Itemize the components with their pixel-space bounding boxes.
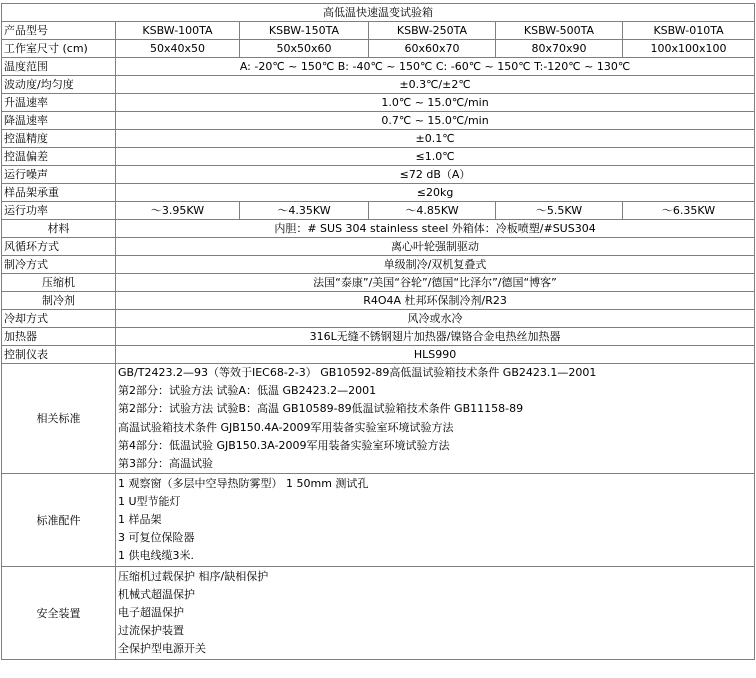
spec-value: ±0.1℃ [116, 130, 755, 148]
spec-label: 加热器 [2, 328, 116, 346]
power-cell: ～4.85KW [369, 202, 496, 220]
spec-row-cooling-rate [2, 112, 755, 130]
spec-label: 控制仪表 [2, 346, 116, 364]
safety-line: 过流保护装置 [118, 624, 184, 638]
spec-row-noise [2, 166, 755, 184]
spec-row-heater [2, 328, 755, 346]
chamber-size-label: 工作室尺寸 (cm) [2, 40, 116, 58]
spec-row-refrigeration [2, 256, 755, 274]
spec-row-cooling-method [2, 310, 755, 328]
power-cell: ～5.5KW [496, 202, 623, 220]
spec-label: 样品架承重 [2, 184, 116, 202]
spec-value: 内胆：# SUS 304 stainless steel 外箱体：冷板喷塑/#SUS304 [116, 220, 755, 238]
model-cell: KSBW-500TA [496, 22, 623, 40]
spec-table [1, 3, 755, 660]
safety-line: 机械式超温保护 [118, 587, 195, 601]
safety-line: 电子超温保护 [118, 606, 184, 620]
spec-value: A: -20℃ ~ 150℃ B: -40℃ ~ 150℃ C: -60℃ ~ 150℃ T:-120℃ ~ 130℃ [116, 58, 755, 76]
accessories-row [2, 474, 755, 567]
spec-row-control-deviation [2, 148, 755, 166]
spec-label: 压缩机 [2, 274, 116, 292]
standards-list [116, 364, 755, 474]
spec-label: 温度范围 [2, 58, 116, 76]
spec-row-compressor [2, 274, 755, 292]
spec-value: 1.0℃ ~ 15.0℃/min [116, 94, 755, 112]
spec-label: 控温偏差 [2, 148, 116, 166]
spec-row-heating-rate [2, 94, 755, 112]
spec-row-temperature-range [2, 58, 755, 76]
spec-value: ±0.3℃/±2℃ [116, 76, 755, 94]
title-row [2, 4, 755, 22]
accessories-list [116, 474, 755, 567]
spec-row-control-accuracy [2, 130, 755, 148]
spec-value: 法国“泰康”/美国“谷轮”/德国“比泽尔”/德国“博客” [116, 274, 755, 292]
safety-label: 安全装置 [2, 567, 116, 660]
spec-label: 运行噪声 [2, 166, 116, 184]
spec-row-refrigerant [2, 292, 755, 310]
safety-row [2, 567, 755, 660]
spec-row-controller [2, 346, 755, 364]
accessory-line: 1 供电线缆3米. [118, 549, 194, 563]
spec-value: 离心叶轮强制驱动 [116, 238, 755, 256]
spec-row-air-circulation [2, 238, 755, 256]
spec-value: 单级制冷/双机复叠式 [116, 256, 755, 274]
chamber-size-cell: 50x40x50 [116, 40, 240, 58]
spec-value: HLS990 [116, 346, 755, 364]
chamber-size-cell: 50x50x60 [240, 40, 369, 58]
power-cell: ～4.35KW [240, 202, 369, 220]
spec-value: 316L无缝不锈钢翅片加热器/镍铬合金电热丝加热器 [116, 328, 755, 346]
accessory-line: 1 观察窗（多层中空导热防雾型） 1 50mm 测试孔 [118, 476, 369, 490]
accessories-label: 标准配件 [2, 474, 116, 567]
model-row [2, 22, 755, 40]
chamber-size-cell: 60x60x70 [369, 40, 496, 58]
spec-value: ≤72 dB（A） [116, 166, 755, 184]
spec-label: 材料 [2, 220, 116, 238]
standards-label: 相关标准 [2, 364, 116, 474]
power-row [2, 202, 755, 220]
chamber-size-row [2, 40, 755, 58]
standard-line: 第2部分：试验方法 试验B：高温 GB10589-89低温试验箱技术条件 GB11158-89 [118, 402, 524, 416]
standard-line: 第4部分：低温试验 GJB150.3A-2009军用装备实验室环境试验方法 [118, 438, 450, 452]
spec-row-material [2, 220, 755, 238]
power-cell: ～3.95KW [116, 202, 240, 220]
model-cell: KSBW-100TA [116, 22, 240, 40]
standard-line: GB/T2423.2—93（等效于IEC68-2-3） GB10592-89高低温试验箱技术条件 GB2423.1—2001 [118, 366, 597, 379]
accessory-line: 1 样品架 [118, 513, 162, 527]
power-label: 运行功率 [2, 202, 116, 220]
model-cell: KSBW-150TA [240, 22, 369, 40]
spec-label: 控温精度 [2, 130, 116, 148]
spec-label: 冷却方式 [2, 310, 116, 328]
safety-list [116, 567, 755, 660]
standard-line: 第3部分：高温试验 [118, 456, 213, 470]
spec-label: 制冷方式 [2, 256, 116, 274]
spec-label: 制冷剂 [2, 292, 116, 310]
spec-row-rack-load [2, 184, 755, 202]
accessory-line: 3 可复位保险器 [118, 531, 195, 545]
safety-line: 压缩机过载保护 相序/缺相保护 [118, 569, 269, 583]
spec-value: ≤1.0℃ [116, 148, 755, 166]
spec-label: 波动度/均匀度 [2, 76, 116, 94]
power-cell: ～6.35KW [623, 202, 755, 220]
accessory-line: 1 U型节能灯 [118, 494, 181, 508]
chamber-size-cell: 100x100x100 [623, 40, 755, 58]
spec-label: 升温速率 [2, 94, 116, 112]
model-cell: KSBW-250TA [369, 22, 496, 40]
standards-row [2, 364, 755, 474]
model-header-cell: 产品型号 [2, 22, 116, 40]
spec-value: 风冷或水冷 [116, 310, 755, 328]
standard-line: 高温试验箱技术条件 GJB150.4A-2009军用装备实验室环境试验方法 [118, 420, 454, 434]
model-cell: KSBW-010TA [623, 22, 755, 40]
spec-value: R4O4A 杜邦环保制冷剂/R23 [116, 292, 755, 310]
spec-label: 降温速率 [2, 112, 116, 130]
table-title: 高低温快速温变试验箱 [2, 4, 755, 22]
spec-value: 0.7℃ ~ 15.0℃/min [116, 112, 755, 130]
safety-line: 全保护型电源开关 [118, 642, 206, 656]
spec-label: 风循环方式 [2, 238, 116, 256]
spec-value: ≤20kg [116, 184, 755, 202]
standard-line: 第2部分：试验方法 试验A：低温 GB2423.2—2001 [118, 384, 377, 398]
chamber-size-cell: 80x70x90 [496, 40, 623, 58]
spec-row-fluctuation [2, 76, 755, 94]
